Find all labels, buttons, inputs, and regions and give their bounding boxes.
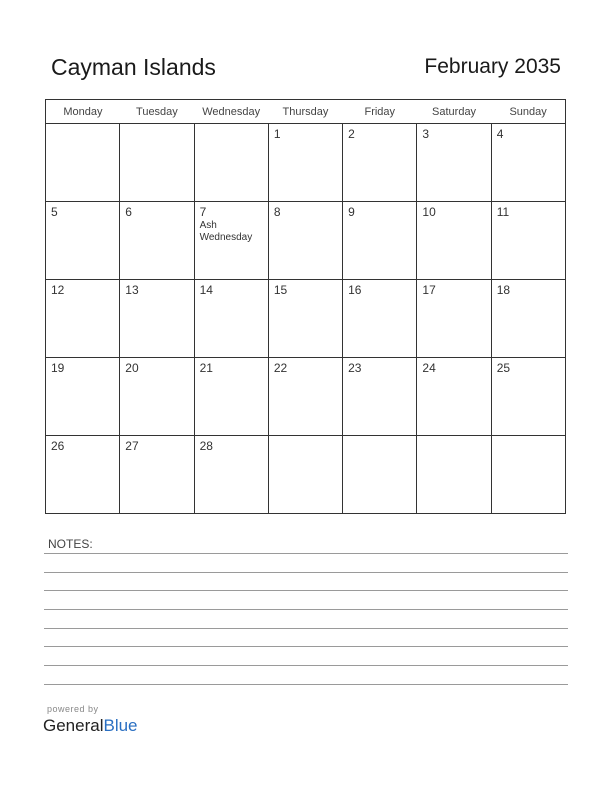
- calendar-day-cell: [120, 280, 194, 358]
- calendar-day-cell: [194, 124, 268, 202]
- powered-by-text: powered by: [47, 704, 99, 714]
- calendar-country-title: Cayman Islands: [51, 54, 216, 80]
- holiday-label: Ash Wednesday: [199, 220, 253, 243]
- logo-general: General: [43, 716, 104, 735]
- calendar-day-cell: [343, 436, 417, 514]
- day-number: 7: [199, 205, 207, 219]
- generalblue-logo: [43, 716, 138, 736]
- calendar-day-cell: [194, 202, 268, 280]
- calendar-day-cell: [417, 436, 491, 514]
- weekday-header: Thursday: [268, 100, 342, 124]
- note-line: [44, 590, 568, 591]
- calendar-day-cell: [46, 202, 120, 280]
- day-number: 26: [51, 439, 65, 453]
- day-number: 5: [51, 205, 58, 219]
- calendar-day-cell: [343, 280, 417, 358]
- day-number: 16: [348, 283, 362, 297]
- calendar-day-cell: [120, 124, 194, 202]
- calendar-day-cell: [120, 436, 194, 514]
- day-number: 19: [51, 361, 65, 375]
- day-number: 9: [348, 205, 355, 219]
- weekday-header: Saturday: [417, 100, 491, 124]
- calendar-day-cell: [46, 358, 120, 436]
- calendar-day-cell: [343, 124, 417, 202]
- calendar-day-cell: [417, 280, 491, 358]
- day-number: 2: [348, 127, 355, 141]
- day-number: 13: [125, 283, 139, 297]
- calendar-day-cell: [491, 124, 565, 202]
- weekday-header: Sunday: [491, 100, 565, 124]
- day-number: 3: [422, 127, 430, 141]
- calendar-week-row: [46, 280, 566, 358]
- day-number: 24: [422, 361, 436, 375]
- calendar-grid: [45, 99, 566, 514]
- day-number: 11: [496, 205, 510, 219]
- calendar-week-row: [46, 202, 566, 280]
- day-number: 18: [496, 283, 511, 297]
- calendar-day-cell: [491, 436, 565, 514]
- weekday-header: Tuesday: [120, 100, 194, 124]
- calendar-day-cell: [268, 124, 342, 202]
- day-number: 6: [125, 205, 132, 219]
- weekday-header: Friday: [343, 100, 417, 124]
- calendar-day-cell: [194, 280, 268, 358]
- day-number: 28: [199, 439, 213, 453]
- calendar-day-cell: [343, 358, 417, 436]
- note-line: [44, 646, 568, 647]
- day-number: 17: [422, 283, 436, 297]
- calendar-day-cell: [268, 358, 342, 436]
- day-number: 4: [496, 127, 504, 141]
- day-number: 10: [422, 205, 436, 219]
- calendar-day-cell: [343, 202, 417, 280]
- note-line: [44, 665, 568, 666]
- calendar-day-cell: [268, 280, 342, 358]
- weekday-header: Monday: [46, 100, 120, 124]
- note-line: [44, 684, 568, 685]
- day-number: 22: [273, 361, 288, 375]
- day-number: 15: [273, 283, 288, 297]
- calendar-day-cell: [120, 358, 194, 436]
- notes-label: NOTES:: [48, 537, 93, 551]
- calendar-day-cell: [491, 280, 565, 358]
- day-number: 12: [51, 283, 65, 297]
- calendar-day-cell: [46, 124, 120, 202]
- note-line: [44, 628, 568, 629]
- calendar-day-cell: [120, 202, 194, 280]
- day-number: 25: [496, 361, 511, 375]
- calendar-day-cell: [417, 202, 491, 280]
- calendar-week-row: [46, 124, 566, 202]
- calendar-day-cell: [46, 280, 120, 358]
- day-number: 14: [199, 283, 213, 297]
- calendar-day-cell: [268, 202, 342, 280]
- logo-blue: Blue: [103, 716, 138, 735]
- note-line: [44, 553, 568, 554]
- calendar-day-cell: [194, 358, 268, 436]
- calendar-day-cell: [194, 436, 268, 514]
- calendar-week-row: [46, 436, 566, 514]
- calendar-day-cell: [491, 358, 565, 436]
- calendar-day-cell: [417, 358, 491, 436]
- calendar-week-row: [46, 358, 566, 436]
- weekday-header-row: [46, 100, 566, 124]
- calendar-month-title: February 2035: [424, 55, 561, 78]
- day-number: 21: [199, 361, 213, 375]
- calendar-day-cell: [491, 202, 565, 280]
- calendar-day-cell: [46, 436, 120, 514]
- note-line: [44, 609, 568, 610]
- calendar-day-cell: [417, 124, 491, 202]
- calendar-day-cell: [268, 436, 342, 514]
- day-number: 23: [348, 361, 362, 375]
- day-number: 8: [273, 205, 281, 219]
- day-number: 1: [273, 127, 281, 141]
- weekday-header: Wednesday: [194, 100, 268, 124]
- day-number: 20: [125, 361, 139, 375]
- day-number: 27: [125, 439, 139, 453]
- note-line: [44, 572, 568, 573]
